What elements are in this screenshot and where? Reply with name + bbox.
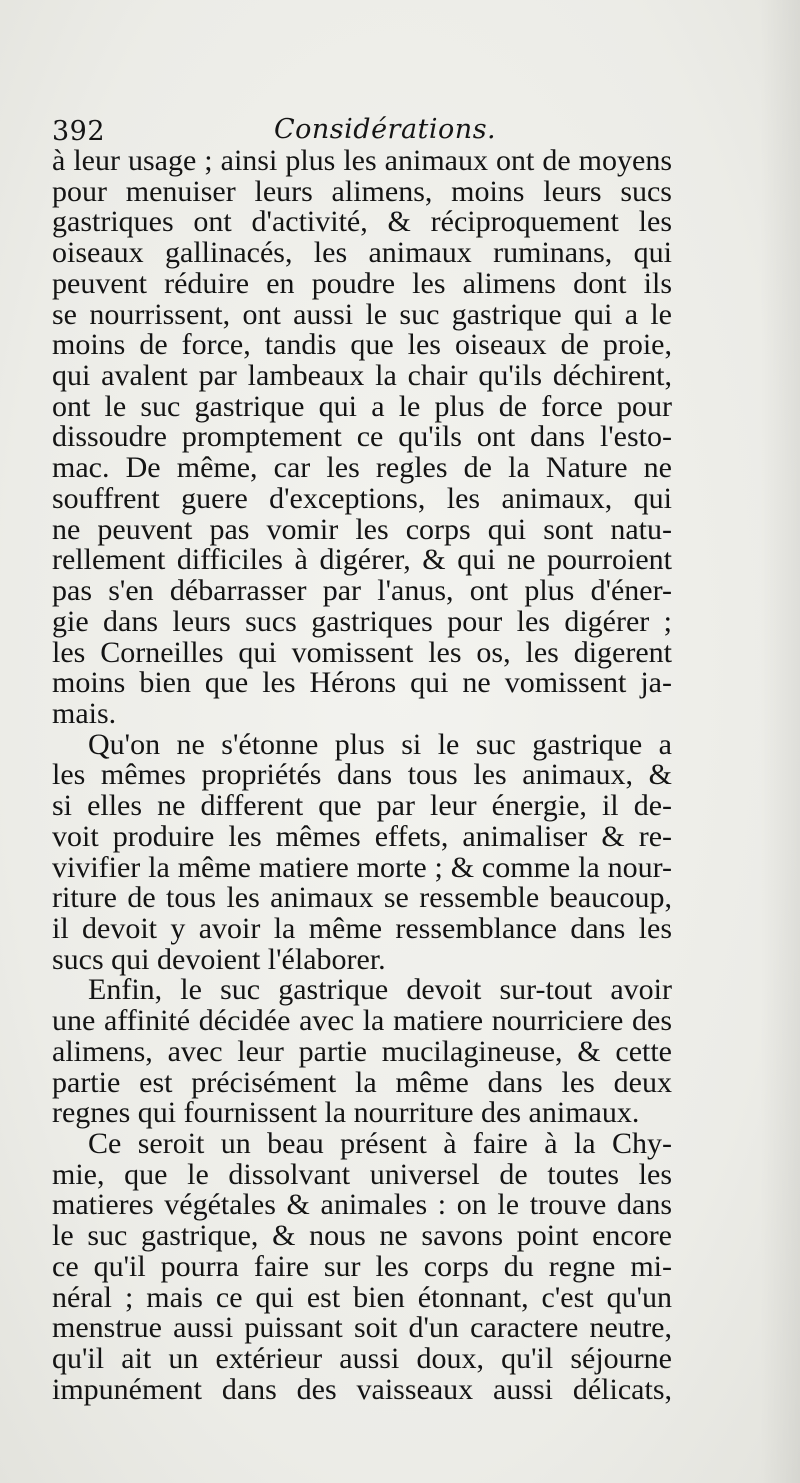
text-line: qui avalent par lambeaux la chair qu'ils déchirent, xyxy=(52,359,672,393)
text-line: moins bien que les Hérons qui ne vomissent ja- xyxy=(52,666,672,700)
text-line: sucs qui devoient l'élaborer. xyxy=(52,942,386,976)
text-line: souffrent guere d'exceptions, les animaux, qui xyxy=(52,481,672,515)
text-line: mie, que le dissolvant universel de toutes les xyxy=(52,1157,672,1191)
text-line: une affinité décidée avec la matiere nourriciere des xyxy=(52,1004,672,1038)
running-title: Considérations. xyxy=(274,114,497,145)
text-line: gastriques ont d'activité, & réciproquement les xyxy=(52,205,672,239)
text-line: dissoudre promptement ce qu'ils ont dans l'esto- xyxy=(52,420,672,454)
text-line: gie dans leurs sucs gastriques pour les digérer ; xyxy=(52,604,672,638)
text-line: rellement difficiles à digérer, & qui ne pourroient xyxy=(52,543,672,577)
body-text xyxy=(52,146,672,1405)
text-line: pour menuiser leurs alimens, moins leurs sucs xyxy=(52,174,672,208)
text-line: les Corneilles qui vomissent les os, les digerent xyxy=(52,635,672,669)
text-line: à leur usage ; ainsi plus les animaux ont de moyens xyxy=(52,144,672,177)
text-line: Ce seroit un beau présent à faire à la Chy- xyxy=(88,1127,672,1160)
text-line: menstrue aussi puissant soit d'un caractere neutre, xyxy=(52,1311,672,1345)
text-line: les mêmes propriétés dans tous les animaux, & xyxy=(52,758,672,792)
text-line: ont le suc gastrique qui a le plus de force pour xyxy=(52,389,672,423)
text-line: impunément dans des vaisseaux aussi délicats, xyxy=(52,1372,672,1406)
text-line: Qu'on ne s'étonne plus si le suc gastrique a xyxy=(88,727,672,761)
text-line: Enfin, le suc gastrique devoit sur-tout avoir xyxy=(88,973,672,1007)
text-line: matieres végétales & animales : on le trouve dans xyxy=(52,1188,672,1222)
page-gutter-shadow xyxy=(760,0,800,1483)
text-line: moins de force, tandis que les oiseaux de proie, xyxy=(52,328,672,362)
text-line: ce qu'il pourra faire sur les corps du regne mi- xyxy=(52,1249,672,1283)
text-line: peuvent réduire en poudre les alimens dont ils xyxy=(52,266,672,300)
text-line: pas s'en débarrasser par l'anus, ont plus d'éner- xyxy=(52,574,672,608)
text-line: le suc gastrique, & nous ne savons point encore xyxy=(52,1219,672,1253)
text-line: partie est précisément la même dans les deux xyxy=(52,1065,672,1099)
text-line: alimens, avec leur partie mucilagineuse, & cette xyxy=(52,1034,672,1068)
text-line: il devoit y avoir la même ressemblance dans les xyxy=(52,911,672,945)
text-line: vivifier la même matiere morte ; & comme la nour- xyxy=(52,850,672,884)
text-line: ne peuvent pas vomir les corps qui sont natu- xyxy=(52,512,672,546)
text-line: qu'il ait un extérieur aussi doux, qu'il séjourne xyxy=(52,1342,672,1376)
text-line: regnes qui fournissent la nourriture des animaux. xyxy=(52,1096,640,1130)
text-line: mais. xyxy=(52,696,117,730)
text-line: néral ; mais ce qui est bien étonnant, c'est qu'un xyxy=(52,1280,672,1314)
text-line: riture de tous les animaux se ressemble beaucoup, xyxy=(52,881,672,915)
text-line: si elles ne different que par leur énergie, il de- xyxy=(52,789,672,823)
page-number: 392 xyxy=(52,116,106,147)
text-line: voit produire les mêmes effets, animaliser & re- xyxy=(52,819,672,853)
text-line: oiseaux gallinacés, les animaux ruminans, qui xyxy=(52,236,672,270)
text-line: se nourrissent, ont aussi le suc gastrique qui a le xyxy=(52,297,672,331)
text-line: mac. De même, car les regles de la Nature ne xyxy=(52,451,672,485)
